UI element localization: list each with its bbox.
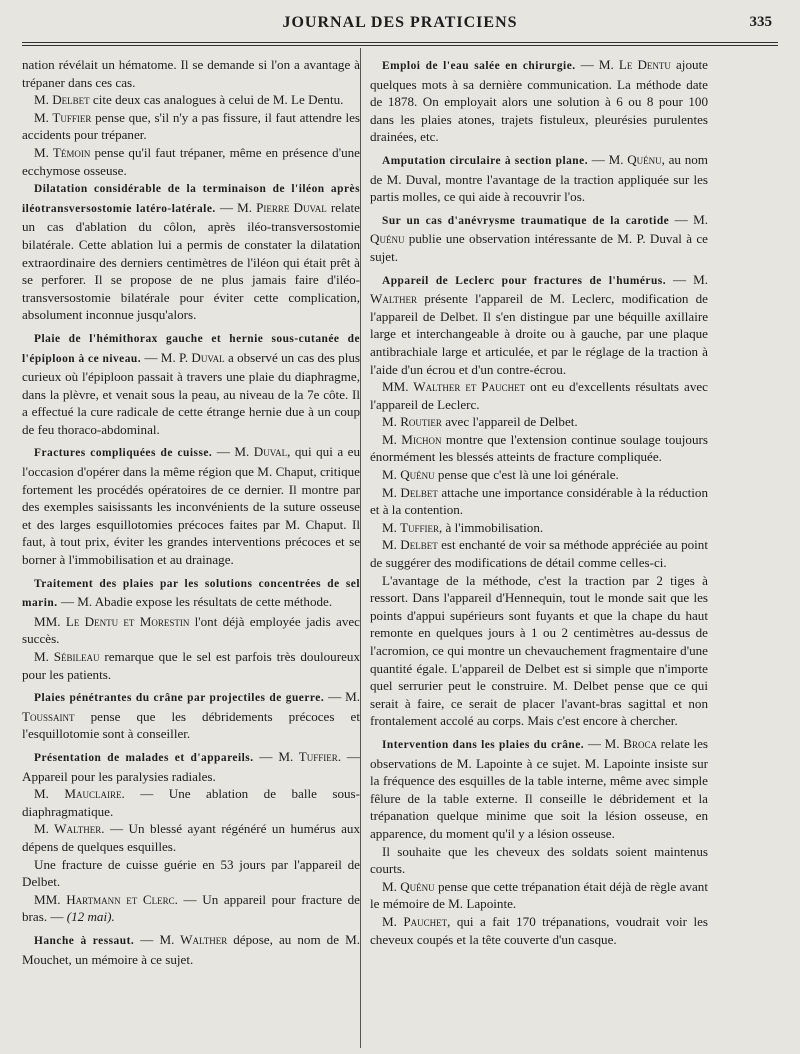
section-hanche: Hanche à ressaut. — M. Walther dépose, au nom de M. Mouchet, un mémoire à ce sujet. [22,931,361,967]
section-heading: Emploi de l'eau salée en chirurgie. [382,60,576,72]
section-intervention-crane: Intervention dans les plaies du crâne. — M. Broca relate les observations de M. Lapointe à ce sujet. M. Lapointe insiste sur la fréquence des esquilles de la table interne, même avec simple fêlure de la table externe. Il conseille le débridement et la trépanation quelque minime que soit la lésion osseuse, en apparence, du moment qu'il y a lésion osseuse. [370,735,708,841]
paragraph: M. Delbet attache une importance considérable à la réduction et à la contention. [370,484,708,518]
section-presentation: Présentation de malades et d'appareils. — M. Tuffier. — Appareil pour les paralysies radiales. [22,748,360,784]
paragraph: M. Quénu pense que c'est là une loi générale. [382,467,619,483]
left-column [22,56,360,968]
paragraph: M. Témoin pense qu'il faut trépaner, même en présence d'une ecchymose osseuse. [22,144,360,178]
section-anevrysme: Sur un cas d'anévrysme traumatique de la carotide — M. Quénu publie une observation intéressante de M. P. Duval à ce sujet. [370,211,708,264]
section-plaie-hemithorax: Plaie de l'hémithorax gauche et hernie sous-cutanée de l'épiploon à ce niveau. — M. P. Duval a observé un cas des plus curieux où l'épiploon passait à travers une plaie du diaphragme, dans la plèvre, et venait sous la peau, au niveau de la 7e côte. Il a effectué la cure radicale de cette étrange hernie due à un coup de feu thoraco-abdominal. [22,332,361,437]
section-sel-marin: Traitement des plaies par les solutions concentrées de sel marin. — M. Abadie expose les résultats de cette méthode. [22,577,360,610]
paragraph: M. Sébileau remarque que le sel est parfois très douloureux pour les patients. [22,649,360,682]
section-heading: Fractures compliquées de cuisse. [34,447,213,460]
section-heading: Intervention dans les plaies du crâne. [382,738,585,751]
page-number: 335 [749,14,772,30]
paragraph: M. Quénu pense que cette trépanation était déjà de règle avant le mémoire de M. Lapointe. [370,878,708,912]
paragraph: M. Michon montre que l'extension continue soulage toujours énormément les blessés atteints de fracture compliquée. [370,431,708,465]
section-heading: Traitement des plaies par les solutions concentrées de sel marin. [22,577,360,610]
header-rule [22,42,778,43]
paragraph: Il souhaite que les cheveux des soldats soient maintenus courts. [370,843,708,877]
paragraph: MM. Walther et Pauchet ont eu d'excellents résultats avec l'appareil de Leclerc. [370,379,708,412]
paragraph: M. Pauchet, qui a fait 170 trépanations, voudrait voir les cheveux coupés et la tête couverte d'un casque. [370,913,708,947]
section-heading: Hanche à ressaut. [34,934,135,947]
paragraph: MM. Hartmann et Clerc. — Un appareil pour fracture de bras. — (12 mai). [22,891,360,925]
section-amputation: Amputation circulaire à section plane. — M. Quénu, au nom de M. Duval, montre l'avantage de la traction appliquée sur les partis molles, ce qui aide à recouvrir l'os. [370,151,708,205]
section-plaies-crane: Plaies pénétrantes du crâne par projectiles de guerre. — M. Toussaint pense que les débridements précoces et l'esquillotomie sont à conseiller. [22,689,361,742]
column-divider [360,48,361,1048]
paragraph: M. Walther. — Un blessé ayant régénéré un humérus aux dépens de quelques esquilles. [22,821,360,854]
section-heading: Plaie de l'hémithorax gauche et hernie sous-cutanée de l'épiploon à ce niveau. [22,332,360,365]
section-heading: Sur un cas d'anévrysme traumatique de la carotide [382,214,670,227]
journal-title: JOURNAL DES PRATICIENS [282,14,518,31]
section-fractures-cuisse: Fractures compliquées de cuisse. — M. Duval, qui qui a eu l'occasion d'opérer dans la même région que M. Chaput, critique fortement les procédés opératoires de ce dernier. Il montre par des exemples saisissants les inconvénients de la suture osseuse et des larges esquillotomies précoces faites par M. Chaput. Il faut, à tout prix, éviter les grandes interventions précoces et se borner à l'immobilisation et au drainage. [22,444,361,568]
paragraph: L'avantage de la méthode, c'est la traction par 2 tiges à ressort. Dans l'appareil d'Hennequin, tout le monde sait que les points d'appui supérieurs sont fuyants et que la chape du haut remonte en quelques jours à 1 ou 2 centimètres au-dessus de l'acromion, ce qui montre un chevauchement fragmentaire d'une quantité égale. L'appareil de Delbet est si simple que n'importe quel serrurier peut le construire. M. Delbet pense que ce qui serait à faire, ce serait de placer l'avant-bras sagittal et non frontalement accolé au corps. Mais c'est encore à chercher. [370,572,708,729]
section-heading: Dilatation considérable de la terminaison de l'iléon après iléotransversostomie latéro-latérale. [22,183,360,215]
paragraph: M. Mauclaire. — Une ablation de balle sous-diaphragmatique. [22,786,360,819]
paragraph: M. Routier avec l'appareil de Delbet. [382,414,578,430]
section-heading: Appareil de Leclerc pour fractures de l'humérus. [382,274,667,287]
section-appareil-leclerc: Appareil de Leclerc pour fractures de l'humérus. — M. Walther présente l'appareil de M. Leclerc, modification de l'appareil de Delbet. Il s'en distingue par une béquille axillaire large et interchangeable à droite ou à gauche, par une plaque antibrachiale large et articulée, et par le réglage de la traction à l'aide d'un écrou et d'un contre-écrou. [370,271,709,377]
paragraph: Une fracture de cuisse guérie en 53 jours par l'appareil de Delbet. [22,856,360,890]
right-column [370,56,708,948]
paragraph: MM. Le Dentu et Morestin l'ont déjà employée jadis avec succès. [22,613,360,647]
section-heading: Plaies pénétrantes du crâne par projectiles de guerre. [34,692,325,705]
section-heading: Présentation de malades et d'appareils. [34,751,254,764]
page-header [20,14,780,40]
section-dilatation: Dilatation considérable de la terminaison de l'iléon après iléotransversostomie latéro-latérale. — M. Pierre Duval relate un cas d'ablation du côlon, après iléo-transversostomie bilatérale. Cette ablation lui a permis de constater la dilatation extraordinaire des derniers centimètres de l'iléon qui était prêt à se perforer. Il se propose de ne plus jamais faire d'iléo-transversostomie bilatérale pour éviter cette complication, absolument inconnue jusqu'alors. [22,183,360,323]
paragraph: M. Delbet est enchanté de voir sa méthode appréciée au point de suggérer des modifications de détail comme celles-ci. [370,537,708,571]
paragraph: M. Delbet cite deux cas analogues à celui de M. Le Dentu. [34,92,344,108]
header-rule-thin [22,45,778,46]
paragraph: M. Tuffier pense que, s'il n'y a pas fissure, il faut attendre les accidents pour trépaner. [22,109,360,143]
section-eau-salee: Emploi de l'eau salée en chirurgie. — M. Le Dentu ajoute quelques mots à sa dernière communication. La méthode date de 1878. On employait alors une solution à 6 ou 8 pour 100 dans les plaies atones, trajets fistuleux, pleurésies purulentes drainées, etc. [370,57,708,145]
paragraph: nation révélait un hématome. Il se demande si l'on a avantage à trépaner dans ces cas. [22,57,360,90]
paragraph: M. Tuffier, à l'immobilisation. [382,519,544,535]
section-heading: Amputation circulaire à section plane. [382,154,589,167]
